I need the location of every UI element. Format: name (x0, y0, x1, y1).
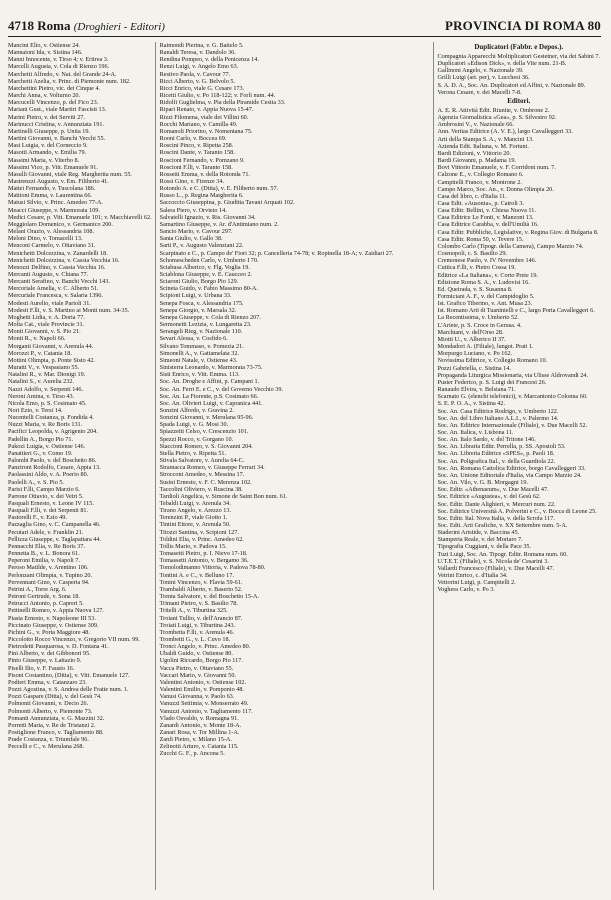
directory-entry: Voghera Carlo, v. Po 3. (437, 586, 495, 594)
directory-entry: Sevart Alessa, v. Cosfido 6. (159, 335, 228, 343)
directory-entry: Peperoni Emilia, v. Napoli 7. (8, 557, 80, 565)
directory-entry: Soc. An. Ferri E. e C., v. del Governo Vecchio 39. (159, 385, 284, 393)
directory-entry: Scineta Guido, v. Fabio Massimo 80-A. (159, 285, 258, 293)
directory-entry: Ubaldi Guido, v. Ostiense 80. (159, 650, 233, 658)
directory-entry: Strocconi Amedeo, v. Messina 17. (159, 471, 245, 479)
directory-entry: Rossi Gino, v. Firenze 34. (159, 177, 225, 185)
directory-entry: Edizione Roma S. A., v. Ludovisi 16. (437, 278, 530, 286)
directory-entry: Petrucci Antonio, p. Capreri 5. (8, 600, 84, 608)
directory-entry: Formiciani A. F., v. del Campidoglio 5. (437, 293, 535, 300)
city-name: Roma (37, 18, 71, 33)
directory-entry: Masotti Armando, v. Emilia 79. (8, 149, 87, 157)
directory-entry: Petroni Gertrude, v. Sona 18. (8, 593, 80, 601)
directory-entry: Muratti V., v. Vespasiano 55. (8, 364, 80, 372)
directory-entry: Soc. An. Italica, v. Lisbona 11. (437, 428, 514, 436)
directory-entry: Sciablona Giuseppe, v. E. Caucceo 2. (159, 271, 253, 278)
directory-entry: Tipografia Cuggiani, v. della Pace 35. (437, 543, 532, 551)
directory-entry: Marchi Anna, v. Volturno 20. (8, 92, 81, 100)
directory-entry: Soc. An. Unione Editoriale d'Italia, via Campo Marzio 24. (437, 471, 582, 479)
directory-entry: Casa Editrice Carabba, v. dell'Umiltà 16. (437, 221, 539, 229)
directory-entry: Tritelli A., v. Tiburtina 325. (159, 607, 228, 615)
directory-entry: Simeoni Natale, v. Ostiense 43. (159, 356, 238, 364)
directory-entry: Trombetti G., v. L. Cuvo 18. (159, 635, 231, 643)
directory-entry: Roscioni F.lli, v. Taranto 158. (159, 163, 233, 171)
directory-entry: Martini Giovanni, v. Banchi Vecchi 55. (8, 135, 106, 143)
directory-entry: Padellin A., Borgo Pio 71. (8, 435, 74, 443)
directory-entry: Vanusi Giovanna, v. Paolo 63. (159, 693, 235, 701)
directory-entry: La Recentissima, v. Umberto 52. (437, 314, 519, 322)
directory-entry: Soc. An. Poligrafica Ital., v. della Guardiola 22. (437, 457, 556, 465)
directory-entry: Panzironi Rodolfo, Cesare, Appia 13. (8, 464, 101, 472)
directory-entry: Pennacchi Elia, v. Re Boris 37. (8, 542, 85, 550)
header-left (8, 18, 165, 34)
directory-entry: Soc. An. Casa Editrice Rodrigo, v. Umberto 122. (437, 407, 559, 415)
directory-entry: Trombetta F.lli, v. Arenula 46. (159, 628, 235, 636)
directory-entry: Nucentelli Costanza, p. Fondida 4. (8, 414, 94, 422)
directory-entry: Mercanti Serafino, v. Banchi Vecchi 143. (8, 278, 110, 286)
directory-entry: Marini Pietro, v. dei Serviti 27. (8, 113, 85, 121)
directory-entry: Peroso Matilde, v. Arentino 106. (8, 564, 89, 572)
directory-entry: Mottini Olimpia, p. Ponte Sisto 42. (8, 356, 95, 364)
directory-entry: Tuzi Luigi, Soc. An. Tipogr. Editr. Romana num. 60. (437, 550, 568, 558)
directory-entry: Soc. Editrice «Augustea», v. del Gesù 62. (437, 493, 541, 501)
directory-entry: Cosmopoli, c. S. Basilio 29. (437, 250, 507, 258)
directory-entry: Casa Editr. Bellini, v. Chiesa Nuova 11. (437, 207, 536, 215)
directory-entry: Morozzi P., v. Catania 18. (8, 349, 72, 357)
directory-entry: Morganti Giovanni, v. Arenula 44. (8, 342, 94, 350)
directory-entry: Ricci Alberto, v. G. Belvolo 5. (159, 77, 236, 85)
directory-entry: Scipioni Luigi, v. Urbana 33. (159, 292, 232, 300)
directory-entry: Pasquali F.lli, v. dei Serpenti 81. (8, 507, 89, 515)
directory-entry: Stivala Salvatore, v. Aurelia 64-C. (159, 457, 245, 465)
directory-entry: Zelinotti Arturo, v. Catania 115. (159, 743, 239, 751)
directory-entry: Menichetti Dolcezzina, v. Zanardelli 18. (8, 249, 108, 257)
section-heading: Editori. (507, 96, 531, 105)
directory-entry: Colombo Carlo (Tipogr. della Camera), Campo Marzio 74. (437, 242, 584, 250)
directory-entry: Vetrini Enrico, c. d'Italia 34. (437, 572, 508, 580)
directory-entry: Pichini G., v. Porta Maggiore 48. (8, 628, 90, 636)
directory-entry: Masulli Giovanni, viale Reg. Margherita num. 55. (8, 170, 132, 178)
directory-entry: Casa Editrice Le Fonti, v. Manzoni 13. (437, 214, 534, 222)
directory-entry: Miotti U., v. Alberico II 37. (437, 335, 506, 343)
directory-entry: Menichetti Dolcezzina, v. Cassia Vecchia 16. (8, 256, 120, 264)
directory-entry: Pecutari Adele, v. Franklin 21. (8, 528, 84, 536)
directory-entry: Monti Giovanni, v. S. Pio 21. (8, 328, 81, 336)
directory-entry: Palombi Paolo, v. del Boschetto 86. (8, 457, 97, 465)
directory-entry: Azienda Edit. Italiana, v. M. Fortuni. (437, 142, 529, 150)
directory-entry: Susini Ernesto, v. F. C. Merenza 102. (159, 478, 252, 486)
directory-entry: Piccolotto Rocco Vincenzo, v. Gregorio VII num. 99. (8, 635, 140, 643)
directory-entry: U.T.E.T. (Filiale), v. S. Nicola de' Cesarini 3. (437, 557, 549, 565)
directory-entry: Peccelli e C., v. Merulana 268. (8, 743, 85, 751)
directory-entry: Ranaldi Teresa, v. Dandolo 36. (159, 49, 236, 57)
directory-entry: Ranaudo Elvira, v. Belsiana 71. (437, 386, 516, 394)
directory-entry: Mondadori A. (Filiale), lungot. Prati 1. (437, 343, 534, 351)
directory-entry: L'Ariete, p. S. Croce in Gerusa. 4. (437, 321, 522, 329)
directory-entry: Sonzini Alfredo, v. Gravina 2. (159, 406, 234, 414)
directory-entry: Nicola Emo, p. S. Cosimato 45. (8, 399, 87, 407)
directory-entry: Rizzi Filomena, viale dei Villini 60. (159, 113, 249, 121)
directory-entry: Ricci Enrico, viale G. Cesare 173. (159, 84, 245, 92)
directory-entry: Trenta Salvatore, v. del Boschetto 15-A. (159, 593, 260, 601)
columns (8, 42, 603, 890)
directory-entry: Rendina Pompeo, v. della Penicenza 14. (159, 56, 259, 64)
directory-entry: Mattei Fernando, v. Tuscolana 186. (8, 185, 96, 193)
directory-entry: A. E. R. Attività Edit. Riunite, v. Ombrone 2. (437, 106, 550, 114)
directory-entry: Sinisterra Leonardo, v. Marmorata 73-75. (159, 364, 263, 372)
directory-entry: Pinto Giuseppe, v. Lattazio 9. (8, 657, 82, 665)
directory-entry: Marchetti Alfredo, v. Nat. del Grande 24-A. (8, 70, 117, 78)
directory-entry: Martinelli Giuseppe, p. Unita 19. (8, 127, 90, 135)
directory-entry: Vacca Pietro, v. Ottaviano 55. (159, 664, 234, 672)
directory-entry: Rotondo A. e C. (Ditta), v. E. Filiberto num. 57. (159, 185, 279, 193)
directory-entry: Mannaioni Ida, v. Sistina 146. (8, 49, 83, 57)
directory-entry: Staderini Aristide, v. Baccina 45. (437, 529, 520, 537)
directory-entry: Saccoccio Giuseppina, p. Giuditta Tavani Arquati 102. (159, 199, 295, 207)
directory-entry: Menconi Carmelo, v. Ottaviano 31. (8, 242, 96, 250)
directory-entry: Valentini Antonio, v. Ostiense 102. (159, 678, 247, 686)
directory-entry: Sciaroni Giulio, Borgo Pio 129. (159, 278, 239, 286)
directory-entry: Titozzi Santina, v. Scipioni 127. (159, 528, 239, 536)
directory-entry: Sancio Mario, v. Cavour 297. (159, 228, 233, 236)
directory-entry: Medici Cesare, p. Vitt. Emanuele 101; v. Macchiavelli 62. (8, 213, 152, 221)
directory-entry: Roscini Pinco, v. Ripetta 258. (159, 142, 234, 150)
directory-entry: Menozzi Delfino, v. Cassia Vecchia 16. (8, 263, 106, 271)
directory-entry: Marchiani, v. dell'Orso 28. (437, 328, 504, 336)
directory-entry: Soc. Editr. Ital. Nova Italia, v. della Scrofa 117. (437, 514, 555, 522)
directory-entry: Marcelli Augusta, v. Cola di Rienzo 196. (8, 63, 110, 71)
directory-entry: Casa Editr. Roma 50, v. Tevere 15. (437, 235, 524, 243)
directory-entry: Soc. Editrice Università A. Polverini e C., v. Bocca di Leone 25. (437, 507, 597, 515)
directory-entry: Pettinelli Romeo, v. Appia Nuova 127. (8, 607, 104, 615)
directory-entry: Editrice «La Italiana», v. Corto Prete 19. (437, 271, 538, 279)
directory-entry: Marchetti Azelia, v. Princ. di Piemonte num. 182. (8, 77, 131, 85)
directory-entry: Zanari Rosa, v. Tor Millina 1-A. (159, 729, 240, 736)
directory-entry: Moghetti Lidia, v. A. Doria 77. (8, 313, 85, 321)
directory-entry: Pozzi Gabriella, c. Sistina 14. (437, 364, 511, 372)
directory-entry: Vaccari Mario, v. Giovanni 50. (159, 671, 237, 679)
directory-entry: Cuttica F.lli, v. Pietro Cossa 19. (437, 264, 516, 272)
directory-entry: Soc. Editr. «Athenaeum», v. Due Macelli 47. (437, 486, 549, 494)
directory-entry: Agenzia Giornalistica «Gea», p. S. Silvestro 92. (437, 114, 557, 122)
directory-entry: Spiazzetti Celso, v. Crescenzio 101. (159, 428, 249, 436)
directory-entry: Simonelli A., v. Gattamelata 32. (159, 349, 239, 357)
directory-entry: Soc. An. Italo Sardo, v. del Tritone 146. (437, 436, 536, 444)
directory-entry: Zanfi Pietro, v. Milano 15-A. (159, 736, 232, 744)
directory-entry: Soc. An. La Fiorente, p.S. Cosimato 66. (159, 392, 259, 400)
directory-entry: Molta Cat., viale Provincie 31. (8, 321, 85, 329)
directory-entry: Soc. An. Editrice Internazionale (Filiale), v. Due Macelli 52. (437, 421, 588, 429)
directory-entry: Pacifici Leopolda, v. Agrigento 204. (8, 428, 98, 436)
directory-entry: Propaganda Liturgica Missionaria, via Ulisse Aldrovandi 24. (437, 371, 588, 379)
column-1 (8, 42, 156, 890)
page-header (8, 18, 601, 37)
directory-entry: Mattioni Emma, v. Laurentina 66. (8, 192, 92, 200)
directory-entry: Pastorelli F., v. Ezio 49. (8, 514, 67, 522)
directory-entry: Tomassetti Antonio, v. Bergamo 36. (159, 557, 249, 565)
directory-entry: Piselli Ilio, v. F. Fausto 16. (8, 664, 75, 672)
directory-entry: Pini Alberto, v. dei Gibbonori 95. (8, 650, 91, 658)
directory-entry: Salera Piero, v. Orvieto 14. (159, 206, 227, 214)
directory-entry: Stamperia Reale, v. dei Mortaro 7. (437, 536, 523, 544)
directory-entry: Cremonese Paolo, v. IV Novembre 146. (437, 257, 537, 265)
directory-entry: Panattieri G., v. Como 19. (8, 449, 73, 457)
directory-entry: Pozzi Agostina, v. S. Andrea delle Fratte num. 1. (8, 686, 129, 694)
directory-entry: Samartino Giuseppe, v. Ar. d'Antimiano num. 2. (159, 220, 279, 228)
directory-entry: Ambrosini V., v. Nazionale 66. (437, 121, 514, 129)
directory-entry: Ann. Veritas Editrice (A. V. E.), largo Cavalleggeri 33. (437, 128, 573, 136)
directory-entry: Senepa Giuseppe, v. Cola di Rienzo 207. (159, 313, 261, 321)
directory-entry: Monti R., v. Napoli 66. (8, 335, 66, 343)
directory-entry: Rossetti Emma, v. della Rotonda 71. (159, 170, 250, 178)
directory-entry: Modesti F.lli, v. S. Martino ai Monti num. 34-35. (8, 306, 130, 314)
directory-entry: Ugolini Riccardo, Borgo Pio 117. (159, 657, 243, 665)
directory-entry: Tontini A. e C., v. Belluno 17. (159, 571, 234, 579)
directory-entry: Pazzaglia Gino, v. C. Campanella 46. (8, 521, 101, 529)
publisher-category: (Droghieri - Editori) (73, 21, 165, 33)
directory-entry: Senepa Giorgio, v. Marsala 32. (159, 306, 237, 314)
directory-entry: Porretti Maria, v. Re de Tristanzi 2. (8, 721, 96, 729)
directory-entry: Senepa Fosca, v. Alessandria 175. (159, 299, 244, 307)
column-3 (438, 42, 603, 890)
directory-entry: Matusi Silvio, v. Princ. Amedeo 77-A. (8, 199, 103, 207)
directory-entry: Trambaldi Alberto, v. Baserio 52. (159, 585, 243, 593)
directory-entry: Mariani Gust., viale Martiri Fascisti 13. (8, 106, 107, 114)
directory-entry: Taccolini Oliviero, v. Ruscina 38. (159, 485, 243, 493)
directory-entry: Pietrodetti Pasquarosa, v. D. Fontana 41. (8, 643, 109, 651)
directory-entry: Mercoriale Amelia, v. C. Alberto 51. (8, 285, 99, 293)
directory-entry: Neroni Amina, v. Tirso 43. (8, 392, 75, 400)
directory-entry: Piasta Ernesto, v. Napoleone III 53. (8, 614, 96, 622)
directory-entry: Ist. Grafico Tiberino, v. Ant. Musa 23. (437, 300, 533, 308)
directory-entry: Terenzini P., viale Giotto 1. (159, 514, 228, 522)
directory-entry: Paolelli A., v. S. Pio 5. (8, 478, 64, 486)
directory-entry: Sermonetti Lezizia, v. Lungaretta 23. (159, 321, 252, 329)
section-title: PROVINCIA DI ROMA (444, 18, 585, 33)
directory-entry: Prade Costanza, v. Triumfale 96. (8, 736, 89, 744)
directory-entry: Grilli Luigi (art. per), v. Lucchesi 36. (437, 74, 530, 82)
directory-entry: Verona Cesare, v. dei Macelli 7-8. (437, 88, 522, 96)
directory-entry: S. E. P. O. A., v. Sistina 42. (437, 400, 506, 408)
directory-entry: Salvatelli Ignazio, v. Ris. Giovanni 34. (159, 213, 256, 221)
directory-entry: Mercanti Augusto, v. Chiana 77. (8, 271, 89, 278)
directory-entry: Vallardi Francesco (Filiale), v. Due Macelli 47. (437, 564, 555, 572)
directory-entry: Ricetti Giulio, v. Po 118-122; v. Forli num. 44. (159, 92, 276, 100)
directory-entry: Stramacca Romeo, v. Giuseppe Ferrari 34. (159, 464, 265, 472)
directory-entry: Soc. An. Droghe e Affini, p. Campani 1. (159, 378, 260, 386)
directory-entry: Bovi Vittorio Emanuele, v. F. Corridoni num. 7. (437, 164, 556, 172)
directory-entry: Meggiolaro Domenico, v. Germanico 200. (8, 220, 113, 228)
directory-entry: Tirano Angelo, v. Arezzo 13. (159, 507, 231, 515)
directory-entry: S. A. D. A., Soc. An. Duplicatori ed Affini, v. Nazionale 89. (437, 81, 586, 89)
directory-entry: Schomescheden Carlo, v. Umberto I 70. (159, 256, 259, 264)
directory-entry: Parisi F.lli, Campo Marzio 6. (8, 485, 80, 493)
directory-entry: Soc. An. del Libro Italiano A.L.I., v. Palermo 14. (437, 414, 559, 422)
directory-entry: Rooni Carlo, v. Boccea 69. (159, 135, 227, 143)
directory-entry: Bardi Giovanni, p. Madama 19. (437, 157, 517, 165)
directory-entry: Stella Pietro, v. Ripetta 51. (159, 449, 227, 457)
directory-entry: Marchettini Pietro, vic. dei Cinque 4. (8, 84, 101, 92)
directory-entry: Troiati Luigi, v. Tiburtina 243. (159, 621, 236, 629)
directory-entry: Podieri Emma, v. Catanzaro 23. (8, 678, 87, 686)
directory-entry: Nori Ezio, v. Tersi 14. (8, 406, 63, 414)
directory-entry: Pomanti Annunziata, v. G. Mazzini 32. (8, 714, 105, 722)
directory-entry: Toldini Elia, v. Princ. Amedeo 62. (159, 535, 244, 543)
directory-entry: Pellizza Giuseppe, v. Taglapattara 44. (8, 535, 102, 543)
directory-entry: Tardioli Angelica, v. Simone de Saint Bon num. 61. (159, 492, 288, 500)
directory-entry: Pasquali Ernesto, v. Leone IV 115. (8, 500, 94, 507)
directory-entry: Piccinato Giuseppe, v. Ostiense 309. (8, 621, 99, 629)
directory-entry: Massimi Vico, p. Vitt. Emanuele 91. (8, 163, 98, 171)
directory-entry: Tomolodimanno Vittoria, v. Padova 78-80. (159, 564, 266, 572)
directory-entry: Natalini R., v. Mar. Dionigi 19. (8, 371, 86, 379)
directory-entry: Renzi Luigi, v. Angelo Emo 63. (159, 63, 239, 71)
directory-entry: Russo L., p. Regina Margherita 6. (159, 192, 244, 200)
directory-entry: Roscioni Fernando, v. Pomzano 9. (159, 156, 245, 164)
directory-entry: Rocchi Mariano, v. Camilla 49. (159, 120, 238, 128)
directory-entry: Tronci Angelo, v. Princ. Amedeo 80. (159, 643, 251, 651)
directory-entry: Sarti P., v. Augusto Valenziani 22. (159, 242, 244, 250)
directory-entry: Compagnia Apparecchi Moltiplicatori Gestetner, via dei Sabini 7. (437, 53, 600, 60)
directory-entry: Paolassini Aldo, v. A. Poerio 80. (8, 471, 89, 479)
directory-entry: Mastrenzzi Augusto, v. Em. Filiberto 41. (8, 177, 109, 185)
directory-entry: Tonini Vincenzo, v. Flavia 59-61. (159, 578, 243, 586)
directory-entry: Marcucelli Vincenzo, p. del Fico 23. (8, 99, 99, 107)
directory-entry: Morpurgo Luciano, v. Po 162. (437, 350, 513, 358)
directory-entry: Roscini Dante, v. Taranto 158. (159, 149, 235, 157)
directory-entry: Tebaldi Luigi, v. Arenula 34. (159, 500, 231, 507)
directory-entry: Masi Luigia, v. del Corneccio 9. (8, 142, 88, 150)
directory-entry: Modesti Aurelio, viale Parioli 31. (8, 299, 91, 307)
directory-entry: Mancini Elio, v. Ostiense 24. (8, 42, 80, 49)
directory-entry: Spada Luigi, v. G. Mosi 30. (159, 421, 229, 429)
directory-entry: Zanardi Antonio, v. Monte 18-A. (159, 721, 242, 729)
directory-entry: Valentini Emilio, v. Pomponio 48. (159, 686, 244, 694)
section-heading: Duplicatori (Fabbr. e Depos.). (474, 43, 564, 51)
directory-entry: Meloni Dino, v. Tomacelli 13. (8, 235, 83, 243)
directory-entry: Arti della Stampa S. A., v. Mancini 13. (437, 135, 534, 143)
directory-entry: Campo Marco, Soc. An., v. Donna Olimpia 20. (437, 185, 554, 193)
directory-entry: Melani Orazio, v. Alessandria 108. (8, 228, 95, 236)
directory-entry: Nazzi Adolfo, v. Serpenti 146. (8, 385, 84, 393)
directory-entry: Duplicatori «Edison Dick», v. della Vite num. 21-B. (437, 60, 567, 68)
directory-entry: Zucchi G. F., p. Ancona 5. (159, 750, 225, 758)
directory-entry: Pennetta B., v. L. Bonora 61. (8, 550, 80, 558)
directory-entry: Spezzi Rocco, v. Gorgano 10. (159, 435, 234, 443)
directory-entry: Vanuzzi Settimia, v. Monserrato 49. (159, 700, 249, 708)
directory-entry: Manni Innocente, v. Tirso 4; v. Eritrea 3. (8, 56, 109, 64)
directory-entry: Casa del libro, c. d'Italia 11. (437, 192, 507, 200)
directory-entry: Soc. An. Vilo, v. G. B. Morgagni 19. (437, 479, 528, 487)
directory-entry: Postiglione Franco, v. Tagliamento 88. (8, 729, 104, 736)
directory-entry: Soc. Editr. Dante Alighieri, v. Mercuri num. 22. (437, 500, 556, 508)
directory-entry: Soc. An. Olivieri Luigi, v. Capranica 441. (159, 399, 263, 407)
page-number: 4718 (8, 18, 34, 33)
directory-entry: Natalini S., v. Aurelia 232. (8, 378, 74, 386)
directory-entry: Trimani Pietro, v. S. Basilio 78. (159, 600, 238, 608)
directory-entry: Pervennani Gino, v. Casperia 94. (8, 578, 90, 586)
column-2 (160, 42, 434, 890)
directory-entry: Romanoli Priorino, v. Nomentana 75. (159, 127, 253, 135)
directory-entry: Restivo Paola, v. Cavour 77. (159, 70, 231, 78)
directory-entry: Vettorini Luigi, p. Campitelli 2. (437, 579, 516, 587)
directory-entry: Polmonti Giovanni, v. Decio 26. (8, 700, 89, 708)
directory-entry: Gallinoni Angelo, v. Nazionale 39. (437, 67, 524, 75)
directory-entry: Massimi Maria, v. Viterbo 8. (8, 156, 80, 164)
directory-entry: Sciabusa Alberico, v. Flg. Voglia 19. (159, 263, 250, 271)
directory-entry: Santa Giulio, v. Gallo 38. (159, 235, 223, 243)
directory-entry: Raimondi Pierina, v. G. Battelo 5. (159, 42, 244, 49)
directory-entry: Novissima Editrice, v. Collegio Romano 10. (437, 357, 548, 365)
directory-entry: Puster Federico, p. S. Luigi dei Francesi 26. (437, 378, 547, 386)
directory-entry: Ridolfi Guglielma, v. Pia della Piramide Cestia 33. (159, 99, 286, 107)
directory-entry: Pisoni Costantino, (Ditta), v. Vitt. Emanuele 127. (8, 671, 130, 679)
directory-entry: Campitelli Franco, v. Montrone 2. (437, 178, 522, 186)
directory-entry: Sisti Enrico, v. Vitt. Emma. 113. (159, 371, 240, 379)
directory-entry: Parrone Ottavio, v. dei Vetri 5. (8, 492, 84, 500)
directory-entry: Soc. An. Libraria Editr. Perrella, p. SS. Apostoli 53. (437, 443, 566, 451)
directory-entry: Ist. Romano Arti di Tuaninielli e C., largo Porta Cavalleggeri 6. (437, 307, 595, 315)
directory-entry: Vlado Osvaldo, v. Romagna 91. (159, 714, 239, 722)
directory-entry: Tollis Mario, v. Padova 15. (159, 542, 227, 550)
directory-entry: Pozzi Gaspare (Ditta), v. del Gesù 74. (8, 693, 102, 701)
directory-entry: Polmonti Alberto, v. Piemonte 73. (8, 707, 93, 715)
directory-entry: Casa Editr. Pubbliche, Legislative, v. Regina Giov. di Bulgaria 8. (437, 228, 599, 236)
directory-entry: Soc. An. Romana Cattolica Editrice, borgo Cavalleggeri 33. (437, 464, 586, 472)
directory-entry: Bardi Edizioni, v. Vittorio 20. (437, 149, 512, 157)
directory-entry: Ripari Renato, v. Appia Nuova 15-47. (159, 106, 254, 114)
directory-entry: Mercuriale Francesca, v. Salaria 1396. (8, 292, 103, 300)
directory-entry: Soc. Edit. Arti Grafiche, v. XX Settembre num. 5-A. (437, 522, 568, 529)
directory-entry: Petrini A., Torre Arg. 6. (8, 585, 67, 593)
directory-entry: Scarpinato e C., p. Campo de' Fiori 32; p. Cancelleria 74-78; v. Ropinella 18-A; v. Zaidiari 27. (159, 249, 394, 257)
directory-entry: Perlonzani Olimpia, v. Tupino 20. (8, 571, 92, 579)
directory-entry: Soc. An. Libreria Editrice «SPES», p. Paoli 18. (437, 450, 555, 458)
directory-entry: Serangeli Rieg, v. Nazionale 110. (159, 328, 243, 336)
directory-entry: Ed. Queirada, v. S. Susanna 8. (437, 285, 513, 293)
directory-entry: Scarnato G. (elenchi telefonici), v. Marcantonio Colonna 60. (437, 393, 588, 401)
directory-entry: Marinucci Cristina, v. Annunziata 191. (8, 120, 104, 128)
directory-entry: Sonzini Giovanni, v. Merulana 95-96. (159, 414, 254, 422)
directory-entry: Silvano Tommaso, v. Pomezia 21. (159, 342, 244, 350)
directory-entry: Casa Edit. «Ausonia», p. Cairoli 3. (437, 199, 524, 207)
directory-entry: Staccioni Romeo, v. S. Giovanni 204. (159, 442, 253, 450)
directory-entry: Calzone E., v. Collegio Romano 6. (437, 171, 524, 179)
header-right (445, 18, 601, 34)
directory-entry: Tintini Ettore, v. Arenula 50. (159, 521, 231, 529)
directory-entry: Vanuzzi Antonio, v. Tagliamento 117. (159, 707, 253, 715)
directory-entry: Troiani Tullio, v. dell'Arancio 87. (159, 614, 243, 622)
directory-entry: Pakozi Luigia, v. Ostiense 146. (8, 442, 86, 450)
page-right-number: 80 (587, 18, 601, 33)
directory-entry: Nuzzi Maria, v. Re Boris 131. (8, 421, 83, 429)
directory-entry: Meacci Giuseppe, v. Marmorata 109. (8, 206, 100, 214)
directory-entry: Tomasetti Pietro, p. I. Nievo 17-18. (159, 550, 248, 558)
